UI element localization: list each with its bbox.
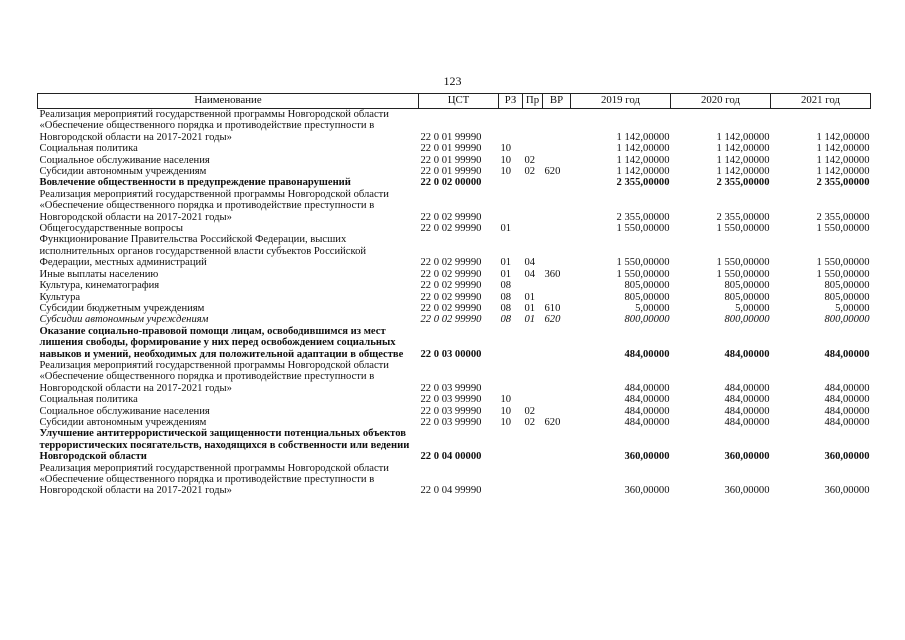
row-cst: 22 0 01 99990 bbox=[420, 154, 482, 166]
row-vr bbox=[543, 292, 571, 303]
row-name: Оказание социально-правовой помощи лицам, освободившимся из мест лишения свободы, формирование у них перед освобождением социальных навыков и умений, необходимых для положительной адаптации в обществе bbox=[39, 325, 404, 360]
table-row bbox=[38, 234, 871, 268]
row-2019: 2 355,00000 bbox=[616, 177, 670, 189]
row-pr: 02 bbox=[524, 166, 536, 178]
row-vr bbox=[543, 428, 571, 462]
row-2021: 360,00000 bbox=[824, 485, 870, 497]
row-cst: 22 0 01 99990 bbox=[420, 131, 482, 143]
row-2019: 1 550,00000 bbox=[616, 268, 670, 280]
row-2020: 1 142,00000 bbox=[716, 154, 770, 166]
row-pr bbox=[523, 280, 543, 291]
row-cst: 22 0 03 99990 bbox=[420, 416, 482, 428]
row-vr bbox=[543, 406, 571, 417]
row-2021: 2 355,00000 bbox=[816, 211, 870, 223]
header-rz: РЗ bbox=[499, 94, 523, 109]
row-pr: 02 bbox=[524, 416, 536, 428]
row-2020: 1 550,00000 bbox=[716, 268, 770, 280]
row-cst: 22 0 02 99990 bbox=[420, 223, 482, 235]
row-2020: 1 550,00000 bbox=[716, 223, 770, 235]
row-2021: 484,00000 bbox=[824, 382, 870, 394]
budget-table bbox=[37, 93, 871, 497]
row-2020: 360,00000 bbox=[724, 451, 770, 463]
row-cst: 22 0 03 00000 bbox=[420, 348, 482, 360]
row-pr: 01 bbox=[524, 302, 536, 314]
row-name: Общегосударственные вопросы bbox=[39, 223, 183, 235]
row-2021: 484,00000 bbox=[824, 405, 870, 417]
row-2019: 5,00000 bbox=[635, 302, 670, 314]
row-2020: 484,00000 bbox=[724, 348, 770, 360]
row-cst: 22 0 02 99990 bbox=[420, 280, 482, 292]
row-2019: 484,00000 bbox=[624, 382, 670, 394]
row-rz: 10 bbox=[500, 154, 512, 166]
row-rz bbox=[499, 428, 523, 462]
row-name: Реализация мероприятий государственной программы Новгородской области «Обеспечение общественного порядка и противодействие преступности в Новгородской области на 2017-2021 годы» bbox=[39, 188, 389, 223]
header-pr: Пр bbox=[523, 94, 543, 109]
row-2021: 1 142,00000 bbox=[816, 166, 870, 178]
row-2020: 805,00000 bbox=[724, 291, 770, 303]
table-row bbox=[38, 394, 871, 405]
row-pr bbox=[523, 463, 543, 497]
row-rz: 01 bbox=[500, 223, 512, 235]
row-name: Социальная политика bbox=[39, 394, 138, 406]
row-pr bbox=[523, 223, 543, 234]
row-rz: 01 bbox=[500, 257, 512, 269]
row-vr: 610 bbox=[544, 302, 561, 314]
row-rz: 01 bbox=[500, 268, 512, 280]
row-2020: 5,00000 bbox=[735, 302, 770, 314]
row-2019: 805,00000 bbox=[624, 280, 670, 292]
row-vr: 620 bbox=[544, 416, 561, 428]
row-2019: 484,00000 bbox=[624, 348, 670, 360]
row-pr bbox=[523, 189, 543, 223]
row-2021: 360,00000 bbox=[824, 451, 870, 463]
header-2020: 2020 год bbox=[671, 94, 771, 109]
row-cst: 22 0 04 00000 bbox=[420, 451, 482, 463]
row-2019: 1 550,00000 bbox=[616, 223, 670, 235]
row-2019: 484,00000 bbox=[624, 416, 670, 428]
row-2021: 1 550,00000 bbox=[816, 223, 870, 235]
table-row bbox=[38, 109, 871, 144]
row-vr bbox=[543, 177, 571, 188]
row-2020: 484,00000 bbox=[724, 382, 770, 394]
row-cst: 22 0 03 99990 bbox=[420, 405, 482, 417]
table-header bbox=[38, 94, 871, 109]
row-2021: 484,00000 bbox=[824, 394, 870, 406]
row-pr: 04 bbox=[524, 268, 536, 280]
row-2021: 1 550,00000 bbox=[816, 257, 870, 269]
row-name: Субсидии автономным учреждениям bbox=[39, 166, 207, 178]
row-rz bbox=[499, 463, 523, 497]
row-cst: 22 0 02 99990 bbox=[420, 302, 482, 314]
row-rz: 10 bbox=[500, 394, 512, 406]
row-2019: 360,00000 bbox=[624, 451, 670, 463]
row-name: Культура bbox=[39, 291, 81, 303]
row-pr bbox=[523, 143, 543, 154]
table-row bbox=[38, 314, 871, 325]
row-pr bbox=[523, 177, 543, 188]
row-pr bbox=[523, 394, 543, 405]
row-2020: 484,00000 bbox=[724, 405, 770, 417]
row-2020: 1 142,00000 bbox=[716, 131, 770, 143]
row-2021: 484,00000 bbox=[824, 348, 870, 360]
row-pr: 02 bbox=[524, 405, 536, 417]
row-2020: 484,00000 bbox=[724, 416, 770, 428]
row-cst: 22 0 02 99990 bbox=[420, 268, 482, 280]
row-pr bbox=[523, 109, 543, 144]
row-2021: 5,00000 bbox=[835, 302, 870, 314]
row-2019: 1 142,00000 bbox=[616, 154, 670, 166]
row-name: Реализация мероприятий государственной программы Новгородской области «Обеспечение общественного порядка и противодействие преступности в Новгородской области на 2017-2021 годы» bbox=[39, 462, 389, 497]
table-row bbox=[38, 280, 871, 291]
row-vr bbox=[543, 234, 571, 268]
row-cst: 22 0 01 99990 bbox=[420, 143, 482, 155]
header-cst: ЦСТ bbox=[419, 94, 499, 109]
row-name: Реализация мероприятий государственной программы Новгородской области «Обеспечение общественного порядка и противодействие преступности в Новгородской области на 2017-2021 годы» bbox=[39, 359, 389, 394]
table-row bbox=[38, 428, 871, 462]
row-cst: 22 0 01 99990 bbox=[420, 166, 482, 178]
table-row bbox=[38, 177, 871, 188]
row-vr: 620 bbox=[544, 166, 561, 178]
row-2020: 1 550,00000 bbox=[716, 257, 770, 269]
row-2020: 2 355,00000 bbox=[716, 177, 770, 189]
row-name: Реализация мероприятий государственной программы Новгородской области «Обеспечение общественного порядка и противодействие преступности в Новгородской области на 2017-2021 годы» bbox=[39, 109, 389, 143]
row-pr: 01 bbox=[524, 314, 536, 326]
table-row bbox=[38, 406, 871, 417]
row-rz: 10 bbox=[500, 405, 512, 417]
row-vr bbox=[543, 280, 571, 291]
row-vr: 360 bbox=[544, 268, 561, 280]
row-rz: 08 bbox=[500, 302, 512, 314]
row-rz bbox=[499, 326, 523, 360]
row-vr bbox=[543, 109, 571, 144]
row-2019: 1 142,00000 bbox=[616, 131, 670, 143]
table-row bbox=[38, 326, 871, 360]
row-cst: 22 0 02 00000 bbox=[420, 177, 482, 189]
table-row bbox=[38, 223, 871, 234]
row-rz bbox=[499, 360, 523, 394]
row-name: Культура, кинематография bbox=[39, 280, 160, 292]
row-name: Функционирование Правительства Российской Федерации, высших исполнительных органов государственной власти субъектов Российской Федерации, местных администраций bbox=[39, 234, 367, 269]
row-2019: 805,00000 bbox=[624, 291, 670, 303]
row-name: Субсидии автономным учреждениям bbox=[39, 416, 207, 428]
row-rz: 10 bbox=[500, 416, 512, 428]
table-row bbox=[38, 143, 871, 154]
row-2019: 1 142,00000 bbox=[616, 143, 670, 155]
table-row bbox=[38, 155, 871, 166]
row-cst: 22 0 02 99990 bbox=[420, 211, 482, 223]
row-vr bbox=[543, 360, 571, 394]
row-vr bbox=[543, 155, 571, 166]
row-rz bbox=[499, 189, 523, 223]
row-vr bbox=[543, 143, 571, 154]
table-row bbox=[38, 189, 871, 223]
row-rz bbox=[499, 109, 523, 144]
row-2020: 2 355,00000 bbox=[716, 211, 770, 223]
row-vr bbox=[543, 326, 571, 360]
row-2020: 360,00000 bbox=[724, 485, 770, 497]
table-row bbox=[38, 292, 871, 303]
row-cst: 22 0 03 99990 bbox=[420, 394, 482, 406]
row-2021: 1 550,00000 bbox=[816, 268, 870, 280]
table-body bbox=[38, 109, 871, 497]
row-2019: 484,00000 bbox=[624, 394, 670, 406]
table-row bbox=[38, 463, 871, 497]
row-rz: 08 bbox=[500, 291, 512, 303]
row-2021: 805,00000 bbox=[824, 280, 870, 292]
row-2019: 1 550,00000 bbox=[616, 257, 670, 269]
row-rz: 10 bbox=[500, 166, 512, 178]
row-2019: 360,00000 bbox=[624, 485, 670, 497]
row-vr bbox=[543, 223, 571, 234]
row-vr bbox=[543, 463, 571, 497]
row-cst: 22 0 02 99990 bbox=[420, 291, 482, 303]
row-rz: 08 bbox=[500, 280, 512, 292]
row-name: Социальное обслуживание населения bbox=[39, 154, 210, 166]
table-row bbox=[38, 166, 871, 177]
row-2021: 484,00000 bbox=[824, 416, 870, 428]
row-name: Субсидии бюджетным учреждениям bbox=[39, 302, 205, 314]
row-2019: 1 142,00000 bbox=[616, 166, 670, 178]
row-2021: 800,00000 bbox=[824, 314, 870, 326]
page-number: 123 bbox=[443, 74, 462, 88]
row-vr bbox=[543, 189, 571, 223]
row-vr: 620 bbox=[544, 314, 561, 326]
row-pr: 02 bbox=[524, 154, 536, 166]
row-2020: 484,00000 bbox=[724, 394, 770, 406]
row-name: Улучшение антитеррористической защищенности потенциальных объектов террористических посягательств, находящихся в собственности или ведении Новгородской области bbox=[39, 428, 410, 463]
row-2019: 484,00000 bbox=[624, 405, 670, 417]
header-vr: ВР bbox=[543, 94, 571, 109]
row-cst: 22 0 03 99990 bbox=[420, 382, 482, 394]
row-2020: 805,00000 bbox=[724, 280, 770, 292]
row-vr bbox=[543, 394, 571, 405]
row-pr: 01 bbox=[524, 291, 536, 303]
row-2021: 805,00000 bbox=[824, 291, 870, 303]
row-rz: 08 bbox=[500, 314, 512, 326]
row-2021: 1 142,00000 bbox=[816, 154, 870, 166]
row-name: Вовлечение общественности в предупреждение правонарушений bbox=[39, 177, 351, 189]
row-name: Социальное обслуживание населения bbox=[39, 405, 210, 417]
row-2020: 1 142,00000 bbox=[716, 166, 770, 178]
row-cst: 22 0 02 99990 bbox=[420, 257, 482, 269]
row-name: Иные выплаты населению bbox=[39, 268, 159, 280]
row-2020: 1 142,00000 bbox=[716, 143, 770, 155]
table-row bbox=[38, 417, 871, 428]
row-2021: 1 142,00000 bbox=[816, 131, 870, 143]
header-2021: 2021 год bbox=[771, 94, 871, 109]
row-cst: 22 0 04 99990 bbox=[420, 485, 482, 497]
row-pr: 04 bbox=[524, 257, 536, 269]
row-2019: 800,00000 bbox=[624, 314, 670, 326]
row-2021: 2 355,00000 bbox=[816, 177, 870, 189]
row-pr bbox=[523, 360, 543, 394]
header-2019: 2019 год bbox=[571, 94, 671, 109]
row-2021: 1 142,00000 bbox=[816, 143, 870, 155]
table-row bbox=[38, 303, 871, 314]
row-cst: 22 0 02 99990 bbox=[420, 314, 482, 326]
row-2020: 800,00000 bbox=[724, 314, 770, 326]
table-row bbox=[38, 360, 871, 394]
row-pr bbox=[523, 428, 543, 462]
row-pr bbox=[523, 326, 543, 360]
header-name: Наименование bbox=[38, 94, 419, 109]
row-rz bbox=[499, 177, 523, 188]
table-row bbox=[38, 269, 871, 280]
row-2019: 2 355,00000 bbox=[616, 211, 670, 223]
row-name: Социальная политика bbox=[39, 143, 138, 155]
row-name: Субсидии автономным учреждениям bbox=[39, 314, 209, 326]
row-rz: 10 bbox=[500, 143, 512, 155]
